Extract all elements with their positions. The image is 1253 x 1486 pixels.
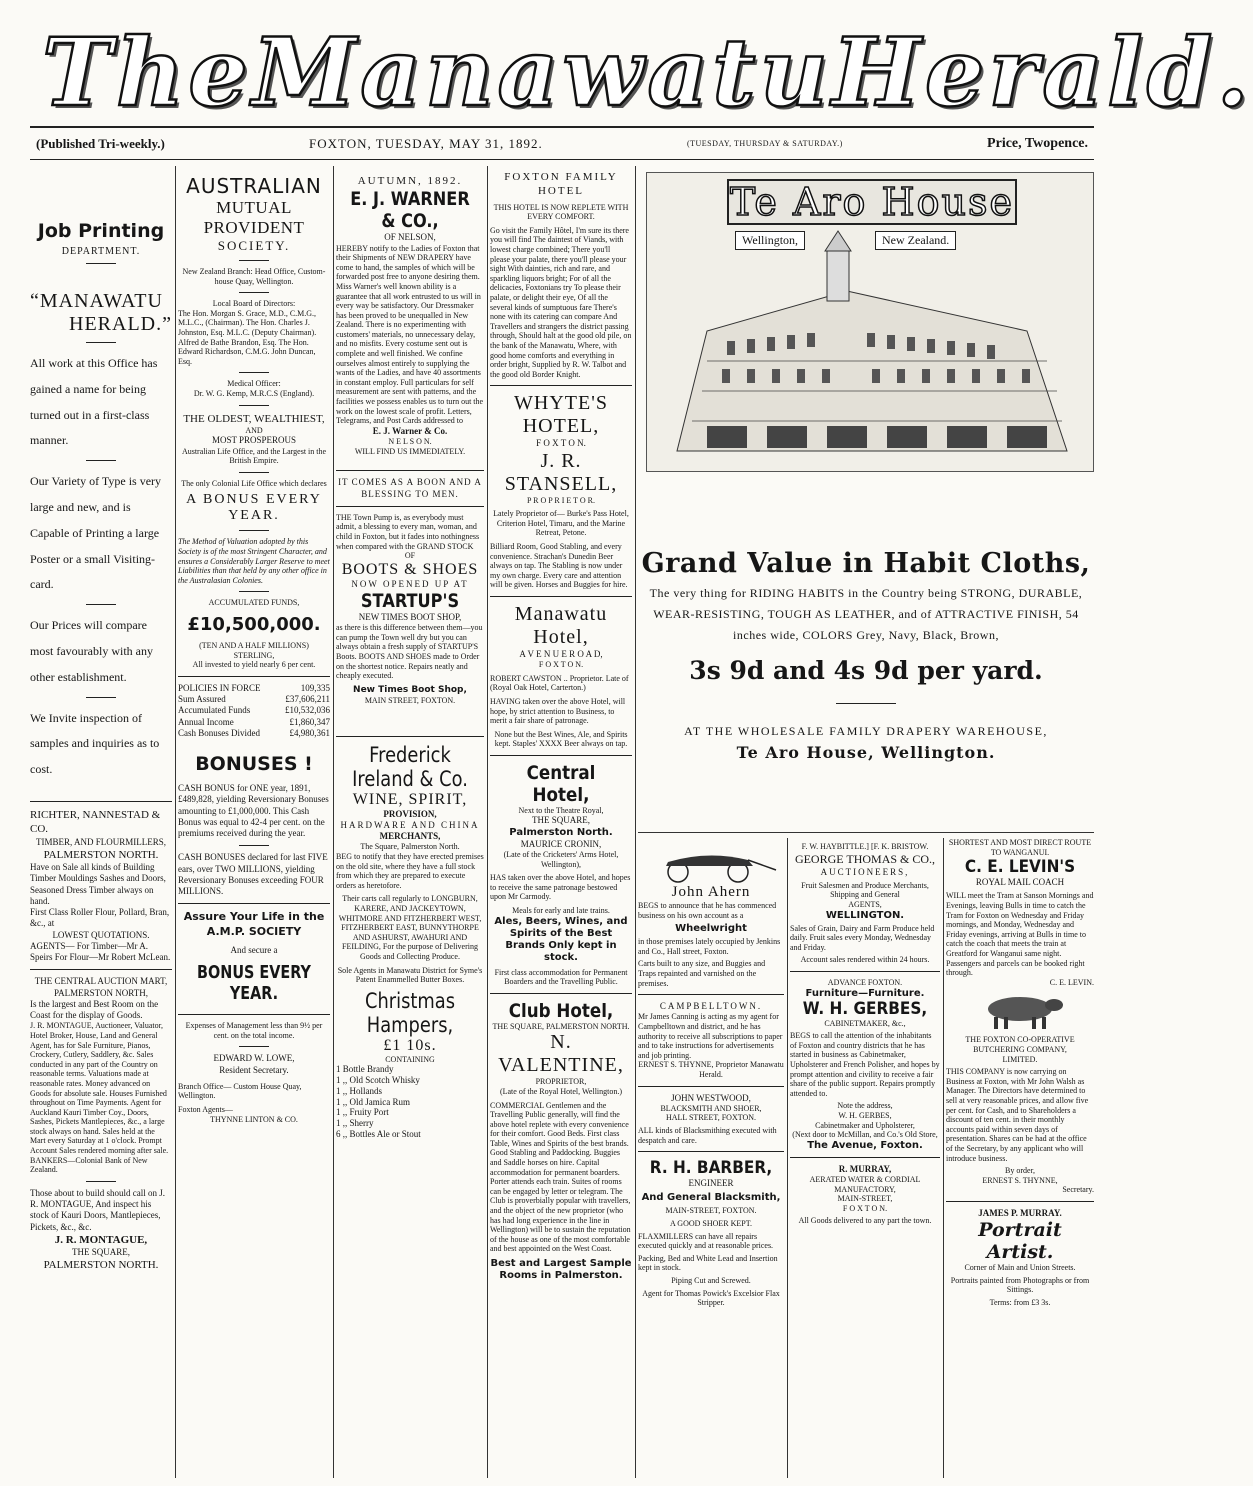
barber-blacksmith: And General Blacksmith, xyxy=(641,1192,781,1204)
montague-square: THE SQUARE, xyxy=(72,1247,130,1258)
amp-expenses: Expenses of Management less than 9½ per cent. on the total income. xyxy=(185,1021,323,1040)
barber-flax: FLAXMILLERS can have all repairs executed quickly and at reasonable prices. xyxy=(638,1231,774,1251)
ireland-heading: Frederick Ireland & Co. xyxy=(352,742,468,791)
amp-prosperous: MOST PROSPEROUS xyxy=(211,435,297,446)
stat-label: POLICIES IN FORCE xyxy=(178,682,261,693)
herald-quote-line2: HERALD.” xyxy=(69,313,172,335)
habit-te-aro: Te Aro House, Wellington. xyxy=(736,743,996,762)
gerbes-next: (Next door to McMillan, and Co.'s Old Store, xyxy=(792,1130,938,1140)
startup-boots: BOOTS & SHOES xyxy=(341,560,479,578)
amp-funds: £10,500,000. xyxy=(187,614,321,636)
column-rule xyxy=(333,166,334,1478)
column-rule xyxy=(175,166,176,1478)
montague-place: PALMERSTON NORTH. xyxy=(43,1259,159,1272)
manawatu-none: None but the Best Wines, Ale, and Spirits kept. Staples' XXXX Beer always on tap. xyxy=(494,729,628,749)
masthead xyxy=(30,8,1217,128)
ireland-square: The Square, Palmerston North. xyxy=(360,842,460,852)
amp-heading-australian: AUSTRALIAN xyxy=(186,174,322,198)
stat-row xyxy=(178,717,330,728)
department-label: DEPARTMENT. xyxy=(61,246,141,257)
habit-warehouse: AT THE WHOLESALE FAMILY DRAPERY WAREHOUSE, xyxy=(684,724,1048,738)
column-ahern-westwood-barber xyxy=(638,838,784,1308)
startup-shop: NEW TIMES BOOT SHOP, xyxy=(358,611,462,622)
amp-life: Australian Life Office, and the Largest in the British Empire. xyxy=(181,446,327,466)
amp-board: The Hon. Morgan S. Grace, M.D., C.M.G., M.L.C., (Chairman). The Hon. Charles J. Johnston, Esq. M.L.C. (Deputy Chairman). Alfred de Bathe Brandon, Esq. The Hon. Edward Richardson, C.M.G. John Duncan, Esq. xyxy=(178,308,317,366)
startup-shop-bold: New Times Boot Shop, xyxy=(353,684,467,695)
amp-thynne: THYNNE LINTON & CO. xyxy=(210,1114,298,1124)
stat-value: £1,860,347 xyxy=(289,716,330,727)
amp-oldest: THE OLDEST, WEALTHIEST, xyxy=(183,412,325,425)
dateline xyxy=(30,126,1094,160)
artist-corner: Corner of Main and Union Streets. xyxy=(964,1263,1076,1273)
amp-and: AND xyxy=(245,425,263,435)
startup-of: OF xyxy=(404,551,416,561)
manawatu-hotel-heading: Manawatu Hotel, xyxy=(514,602,608,648)
thomas-heading: GEORGE THOMAS & CO., xyxy=(794,851,936,866)
coop-text: THIS COMPANY is now carrying on Business at Foxton, with Mr John Walsh as Manager. The Directors have determined to sell at very reasonable prices, and allow five per cent. for Cash, and to Shareholders a discount of ten cent. in their monthly accounts paid within seven days of presentation. Shares can be had at the office of the Secretary, by any applicant who will introduce business. xyxy=(946,1067,1089,1163)
barber-shoer: A GOOD SHOER KEPT. xyxy=(669,1219,753,1229)
thomas-agents: AGENTS, xyxy=(848,900,882,910)
amp-acc-label: ACCUMULATED FUNDS, xyxy=(208,598,300,608)
amp-foxton-agents: Foxton Agents— xyxy=(178,1105,233,1115)
ireland-merch: MERCHANTS, xyxy=(379,831,441,842)
central-square: THE SQUARE, xyxy=(532,815,590,826)
gerbes-begs: BEGS to call the attention of the inhabitants of Foxton and country districts that he has started in business as Cabinetmaker, Upholsterer and French Polisher, and hopes by prompt attention and civility to receive a fair share of the public support. Repairs promptly attended to. xyxy=(790,1031,940,1098)
amp-cash-bonuses: CASH BONUSES declared for last FIVE ears, over TWO MILLIONS, yielding Reversionary Bonuses exceeding FOUR MILLIONS. xyxy=(178,852,328,897)
mart-build: Those about to build should call on J. R. MONTAGUE, And inspect his stock of Kauri Doors, Mantlepieces, Pickets, &c., &c. xyxy=(30,1187,165,1232)
startup-boon: IT COMES AS A BOON AND A BLESSING TO MEN. xyxy=(338,477,482,499)
amp-method: The Method of Valuation adopted by this Society is of the most Stringent Character, and ensures a Considerably Larger Reserve to meet Liabilities than that held by any other office in the Australasian Colonies. xyxy=(178,537,330,585)
artist-terms: Terms: from £3 3s. xyxy=(989,1297,1051,1307)
warner-address: E. J. Warner & Co. xyxy=(372,425,448,436)
thomas-sales: Sales of Grain, Dairy and Farm Produce held daily. Fruit sales every Monday, Wednesday and Friday. xyxy=(790,923,935,952)
amp-lowe: EDWARD W. LOWE, xyxy=(213,1053,295,1064)
te-aro-sign: Te Aro House xyxy=(727,179,1017,225)
column-amp-society xyxy=(178,166,330,1124)
xmas-heading: Christmas Hampers, xyxy=(364,988,455,1037)
montague-name: J. R. MONTAGUE, xyxy=(54,1233,148,1246)
list-item: 1 Bottle Brandy xyxy=(336,1064,394,1075)
coop-thynne: ERNEST S. THYNNE, xyxy=(982,1175,1058,1185)
title-word-manawatu: Manawatu xyxy=(252,18,832,128)
amp-secure: And secure a xyxy=(230,944,278,955)
campbelltown-text: Mr James Canning is acting as my agent for Campbelltown and district, and he has authority to receive all subscriptions to paper and to take instructions for advertisements and job printing. xyxy=(638,1012,783,1060)
warner-will: WILL FIND US IMMEDIATELY. xyxy=(354,446,466,456)
gerbes-cu: Cabinetmaker and Upholsterer, xyxy=(815,1120,915,1130)
job-paragraph: Our Prices will compare most favourably with any other establishment. xyxy=(30,618,153,684)
issue-price: Price, Twopence. xyxy=(987,135,1088,151)
central-first: First class accommodation for Permanent Boarders and the Travelling Public. xyxy=(494,967,628,987)
amp-only: The only Colonial Life Office which declares xyxy=(181,478,327,488)
mart-heading: THE CENTRAL AUCTION MART, PALMERSTON NORTH, xyxy=(34,976,168,998)
artist-portraits: Portraits painted from Photographs or from Sittings. xyxy=(950,1275,1090,1295)
amp-bonus-every-year: A BONUS EVERY YEAR. xyxy=(186,492,322,524)
club-best: Best and Largest Sample Rooms in Palmerston. xyxy=(490,1258,632,1281)
job-printing-heading: Job Printing xyxy=(37,220,165,242)
club-valentine: N. VALENTINE, xyxy=(498,1031,624,1077)
stat-label: Accumulated Funds xyxy=(178,705,251,716)
family-hotel-heading: FOXTON FAMILY HOTEL xyxy=(504,171,618,198)
ahern-wheelwright: Wheelwright xyxy=(675,923,747,935)
list-item: 6 ,, Bottles Ale or Stout xyxy=(336,1129,421,1140)
amp-board-heading: Local Board of Directors: xyxy=(212,299,296,309)
club-prop: PROPRIETOR, xyxy=(535,1077,587,1087)
coop-order: By order, xyxy=(1005,1166,1035,1176)
stat-value: £10,532,036 xyxy=(285,705,330,716)
te-aro-nz: New Zealand. xyxy=(875,231,956,250)
stat-value: 109,335 xyxy=(300,682,330,693)
startup-text2: as there is this difference between them—you can pump the Town well dry but you can always obtain a fresh supply of STARTUP'S Boots. BOOTS AND SHOES made to Order on the shortest notice. Repairs neatly and cheaply executed. xyxy=(336,623,483,681)
coop-butchering: BUTCHERING COMPANY, xyxy=(973,1044,1067,1054)
buggy-icon xyxy=(638,844,784,884)
murray-artist-name: JAMES P. MURRAY. xyxy=(978,1207,1062,1218)
campbelltown-heading: CAMPBELLTOWN. xyxy=(659,1001,763,1012)
column-rule xyxy=(787,838,788,1478)
amp-medical: Dr. W. G. Kemp, M.R.C.S (England). xyxy=(193,388,315,398)
ireland-sole: Sole Agents in Manawatu District for Syme's Patent Enammelled Butter Boxes. xyxy=(337,965,483,985)
startup-main: MAIN STREET, FOXTON. xyxy=(364,696,456,706)
murray-foxton: F O X T O N. xyxy=(842,1203,888,1213)
te-aro-house-illustration xyxy=(646,172,1094,472)
richter-text: First Class Roller Flour, Pollard, Bran, &c., at xyxy=(30,907,170,929)
warner-nelson: OF NELSON, xyxy=(384,232,436,243)
club-late: (Late of the Royal Hotel, Wellington.) xyxy=(499,1086,623,1096)
amp-medical-heading: Medical Officer: xyxy=(227,379,281,389)
levin-text: WILL meet the Tram at Sanson Mornings and Evenings, leaving Bulls in time to catch the Tram for Foxton on Wednesday and Friday mornings, and Monday, Wednesday and Friday evenings, arriving at Bulls in time to catch the coach that meets the train at Greatford for Wanganui same night. Passengers and parcels can be booked right through. xyxy=(946,891,1094,978)
whyte-foxton: F O X T O N. xyxy=(536,438,586,449)
whyte-prop: P R O P R I E T O R. xyxy=(526,495,595,505)
amp-cash-bonus: CASH BONUS for ONE year, 1891, £489,828, yielding Reversionary Bonuses amounting to £1,000,000. This Cash Bonus was equal to 42-4 per cent. on the premiums received during the year. xyxy=(178,783,329,839)
richter-heading: RICHTER, NANNESTAD & CO. xyxy=(30,808,161,836)
westwood-hall: HALL STREET, FOXTON. xyxy=(665,1113,757,1123)
warner-autumn: AUTUMN, 1892. xyxy=(357,175,463,187)
amp-heading-mutual: MUTUAL PROVIDENT xyxy=(203,198,305,237)
habit-text: The very thing for RIDING HABITS in the Country being STRONG, DURABLE, WEAR-RESISTING, TOUGH AS LEATHER, and of ATTRACTIVE FINISH, 54 inches wide, COLORS Grey, Navy, Black, Brown, xyxy=(649,586,1083,642)
list-item: 1 ,, Sherry xyxy=(336,1118,374,1129)
whyte-stansell: J. R. STANSELL, xyxy=(504,449,618,495)
startup-text: THE Town Pump is, as everybody must admit, a blessing to every man, woman, and child in Foxton, but it fades into nothingness when compared with the GRAND STOCK xyxy=(336,512,480,551)
gerbes-furniture: Furniture—Furniture. xyxy=(805,987,925,999)
column-levin-coop-murray xyxy=(946,838,1094,1308)
thomas-partners: F. W. HAYBITTLE.] [F. K. BRISTOW. xyxy=(801,842,929,851)
ahern-premises: in those premises lately occupied by Jenkins and Co., Hall street, Foxton. xyxy=(638,937,781,956)
stat-label: Cash Bonuses Divided xyxy=(178,727,260,738)
coop-heading: THE FOXTON CO-OPERATIVE xyxy=(965,1035,1075,1045)
central-late: (Late of the Cricketers' Arms Hotel, Wellington), xyxy=(503,849,619,869)
gerbes-cab: CABINETMAKER, &c., xyxy=(824,1018,906,1028)
club-hotel-heading: Club Hotel, xyxy=(508,999,614,1022)
club-text: COMMERCIAL Gentlemen and the Travelling Public generally, will find the above hotel replete with every convenience for their comfort. Good Beds. First class Table, Wines and Spirits of the best brands. Good Stabling and Paddocking. Buggies and Saddle horses on hire. Capital accommodation for permanent boarders. Porter attends each train. Suites of rooms can be engaged by letter or telegram. The Club is proverbially popular with travellers, and the object of the new proprietor (who has had long experience in the line in Wellington) will be to sustain the reputation of the house as one of the most comfortable and best appointed on the West Coast. xyxy=(490,1100,631,1254)
xmas-list xyxy=(336,1064,484,1140)
amp-sterling: STERLING, xyxy=(233,650,275,660)
coop-secretary: Secretary. xyxy=(1062,1185,1094,1195)
ahern-carts: Carts built to any size, and Buggies and Traps repainted and varnished on the premises. xyxy=(638,959,766,988)
central-has: HAS taken over the above Hotel, and hopes to receive the same patronage bestowed upon Mr Carmody. xyxy=(490,873,631,902)
campbelltown-thynne: ERNEST S. THYNNE, Proprietor Manawatu Herald. xyxy=(638,1060,784,1079)
thomas-auctioneers: AUCTIONEERS, xyxy=(820,866,910,877)
gerbes-heading: W. H. GERBES, xyxy=(802,998,928,1019)
amp-ten: (TEN AND A HALF MILLIONS) xyxy=(199,641,309,651)
richter-text: LOWEST QUOTATIONS. xyxy=(52,929,150,940)
cow-icon xyxy=(960,991,1080,1031)
column-hotels xyxy=(490,166,632,1282)
building-drawing xyxy=(647,251,1095,471)
central-hotel-heading: Central Hotel, xyxy=(526,761,596,806)
title-word-the: The xyxy=(42,18,253,128)
ahern-begs: BEGS to announce that he has commenced business on his own account as a xyxy=(638,901,777,920)
stat-row xyxy=(178,728,330,739)
column-rule xyxy=(635,166,636,1478)
manawatu-foxton: F O X T O N. xyxy=(538,660,584,670)
stat-row xyxy=(178,694,330,705)
manawatu-cawston: ROBERT CAWSTON .. Proprietor. Late of (Royal Oak Hotel, Carterton.) xyxy=(490,673,629,693)
central-cronin: MAURICE CRONIN, xyxy=(520,838,602,849)
richter-sub: TIMBER, AND FLOURMILLERS, xyxy=(35,836,166,847)
whyte-billiard: Billiard Room, Good Stabling, and every convenience. Strachan's Dunedin Beer always on tap. The Stabling is now under my own charge. Every care and attention will be given. Horses and Buggies for hire. xyxy=(490,541,628,590)
xmas-containing: CONTAINING xyxy=(385,1054,435,1064)
warner-text: HEREBY notify to the Ladies of Foxton that their Shipments of NEW DRAPERY have come to hand, the samples of which will be forwarded post free to anyone desiring them. Miss Warner's well known ability is a guarantee that all work entrusted to us will in every way be satisfactory. Our Dressmaker has been proved to be unequalled in New Zealand. There is no experimenting with customers' materials, no unnecessary delay, and no misfits. Every costume sent out is complete and well finished. We confine ourselves almost entirely to supplying the wants of the Ladies, and have 40 assortments in constant employ. Full particulars for self measurement are sent with patterns, and the facilities we possess enables us to turn out the work on the lowest scale of profit. Letters, Telegrams, and Post Cards addressed to xyxy=(336,243,484,426)
barber-heading: R. H. BARBER, xyxy=(649,1158,773,1179)
habit-heading: Grand Value in Habit Cloths, xyxy=(641,548,1091,579)
stat-value: £37,606,211 xyxy=(285,694,330,705)
levin-route: SHORTEST AND MOST DIRECT ROUTE TO WANGANUI. xyxy=(948,838,1092,857)
column-rule xyxy=(487,166,488,1478)
central-ales: Ales, Beers, Wines, and Spirits of the Best Brands Only kept in stock. xyxy=(494,915,628,963)
column-job-printing xyxy=(30,166,172,1273)
central-meals: Meals for early and late trains. xyxy=(512,905,610,915)
amp-bonus-every-year-large: BONUS EVERY YEAR. xyxy=(197,962,311,1005)
amp-resident: Resident Secretary. xyxy=(219,1064,289,1075)
publication-frequency: (Published Tri-weekly.) xyxy=(36,135,165,151)
section-divider xyxy=(638,832,1094,833)
amp-heading-society: SOCIETY. xyxy=(217,238,291,253)
murray-aerated: AERATED WATER & CORDIAL MANUFACTORY, xyxy=(809,1174,921,1194)
list-item: 1 ,, Old Scotch Whisky xyxy=(336,1075,420,1086)
amp-invested: All invested to yield nearly 6 per cent. xyxy=(192,660,316,670)
whyte-late: Lately Proprietor of— Burke's Pass Hotel, Criterion Hotel, Timaru, and the Marine Retreat, Petone. xyxy=(493,509,629,538)
family-hotel-poem: Go visit the Family Hôtel, I'm sure its there you will find The daintest of Viands, with lowest charge combined; There you'll please your palate, there you'll please your sight With dainties, rich and rare, and sparkling liquors bright; For of all the delicacies, Foxtonians try To please their palate, or delight their eye, Of all the several kinds of sumptuous fare There's none with its catering can compare And Travellers and strangers the district passing through, Should halt at the good old pile, on the bank of the Manawatu, Where, with good home comforts and everything in order bright, Supplied by R. W. Talbot and the good old Border Knight. xyxy=(490,225,632,379)
levin-sign: C. E. LEVIN. xyxy=(1049,977,1094,987)
westwood-all: ALL kinds of Blacksmithing executed with despatch and care. xyxy=(638,1126,777,1145)
manawatu-avenue: A V E N U E R O A D, xyxy=(519,648,603,659)
job-paragraph: All work at this Office has gained a name for being turned out in a first-class manner. xyxy=(30,356,158,448)
startup-name: STARTUP'S xyxy=(360,589,460,612)
barber-pipe: Piping Cut and Screwed. xyxy=(671,1276,751,1285)
warner-heading: E. J. WARNER & CO., xyxy=(350,188,470,233)
coop-limited: LIMITED. xyxy=(1002,1054,1038,1064)
warner-nel: N E L S O N. xyxy=(388,437,432,447)
habit-cloths-ad xyxy=(638,548,1094,762)
amp-office: Branch Office— Custom House Quay, Wellington. xyxy=(178,1081,302,1101)
job-paragraph: We Invite inspection of samples and inquiries as to cost. xyxy=(30,710,160,777)
mart-text: J. R. MONTAGUE, Auctioneer, Valuator, Hotel Broker, House, Land and General Agent, has for Sale Furniture, Pianos, Crockery, Cutlery, Saddlery, &c. Sales conducted in any part of the Country on reasonable terms. Valuations made at reasonable rates. Money advanced on Goods for absolute sale. Houses Furnished throughout on Time Payments. Agent for Auckland Kauri Timber Coy., Doors, Sashes, Pickets Mantlepieces, &c., a large stock always on hand. Sales held at the Mart every Saturday at 1 o'clock. Prompt Account Sales rendered morning after sale. BANKERS—Colonial Bank of New Zealand. xyxy=(30,1021,169,1175)
te-aro-wellington: Wellington, xyxy=(735,231,805,250)
murray-heading: R. MURRAY, xyxy=(838,1163,892,1174)
levin-royal: ROYAL MAIL COACH xyxy=(975,877,1065,888)
stat-value: £4,980,361 xyxy=(289,727,330,738)
column-warner-startup-ireland xyxy=(336,166,484,1140)
murray-goods: All Goods delivered to any part the town. xyxy=(798,1216,932,1226)
column-rule xyxy=(943,838,944,1478)
levin-heading: C. E. LEVIN'S xyxy=(964,857,1076,878)
publication-days: (TUESDAY, THURSDAY & SATURDAY.) xyxy=(686,139,843,148)
ireland-text: BEG to notify that they have erected premises on the old site, where they have a full stock from which they are prepared to execute orders as heretofore. xyxy=(336,851,484,890)
club-square: THE SQUARE, PALMERSTON NORTH. xyxy=(492,1021,630,1031)
thomas-acc: Account sales rendered within 24 hours. xyxy=(800,955,930,965)
central-place: Palmerston North. xyxy=(509,826,613,838)
newspaper-title xyxy=(30,8,1217,128)
thomas-wellington: WELLINGTON. xyxy=(825,909,905,921)
ireland-hard: HARDWARE AND CHINA xyxy=(340,819,480,830)
ireland-carts: Their carts call regularly to LONGBURN, KARERE, AND JACKEYTOWN, WHITMORE AND FITZHERBERT WEST, FITZHERBERT EAST, BUNNYTHORPE AND ASHURST, AWAHURI AND FEILDING, For the purpose of Delivering Goods and Collecting Produce. xyxy=(338,894,482,961)
richter-place: PALMERSTON NORTH. xyxy=(43,848,159,861)
xmas-price: £1 10s. xyxy=(383,1036,437,1054)
herald-quote-line1: “MANAWATU xyxy=(30,290,163,312)
list-item: 1 ,, Fruity Port xyxy=(336,1107,389,1118)
amp-branch: New Zealand Branch: Head Office, Custom-house Quay, Wellington. xyxy=(182,267,326,286)
habit-price: 3s 9d and 4s 9d per yard. xyxy=(689,656,1043,685)
column-thomas-gerbes-murray xyxy=(790,838,940,1226)
stat-row xyxy=(178,683,330,694)
family-hotel-rep: THIS HOTEL IS NOW REPLETE WITH EVERY COMFORT. xyxy=(493,202,629,222)
portrait-artist-heading: Portrait Artist. xyxy=(978,1219,1062,1264)
stat-label: Annual Income xyxy=(178,716,234,727)
list-item: 1 ,, Hollands xyxy=(336,1085,382,1096)
stat-row xyxy=(178,705,330,716)
mart-sub: Is the largest and Best Room on the Coast for the display of Goods. xyxy=(30,998,159,1021)
murray-main: MAIN-STREET, xyxy=(837,1194,893,1204)
ahern-heading: John Ahern xyxy=(671,884,751,900)
amp-assure: Assure Your Life in the A.M.P. SOCIETY xyxy=(183,910,325,938)
barber-engineer: ENGINEER xyxy=(688,1178,734,1189)
gerbes-advance: ADVANCE FOXTON. xyxy=(827,978,903,987)
barber-main: MAIN-STREET, FOXTON. xyxy=(665,1206,757,1216)
richter-agents: AGENTS— For Timber—Mr A. Speirs For Flour—Mr Robert McLean. xyxy=(30,940,171,963)
richter-text: Seasoned Dress Timber always on hand. xyxy=(30,884,154,906)
gerbes-name2: W. H. GERBES, xyxy=(838,1110,892,1120)
issue-date: FOXTON, TUESDAY, MAY 31, 1892. xyxy=(309,135,543,151)
startup-now: NOW OPENED UP AT xyxy=(351,578,469,589)
thomas-fruit: Fruit Salesmen and Produce Merchants, Shipping and General xyxy=(801,880,929,900)
ireland-prov: PROVISION, xyxy=(383,808,437,819)
list-item: 1 ,, Old Jamica Rum xyxy=(336,1096,410,1107)
whyte-heading: WHYTE'S HOTEL, xyxy=(514,392,608,438)
stat-label: Sum Assured xyxy=(178,694,226,705)
westwood-trade: BLACKSMITH AND SHOER, xyxy=(660,1103,762,1113)
title-word-herald: Herald . xyxy=(832,26,1253,120)
westwood-heading: JOHN WESTWOOD, xyxy=(671,1092,751,1103)
central-next: Next to the Theatre Royal, xyxy=(518,805,604,815)
barber-pack: Packing, Bed and White Lead and Insertion kept in stock. xyxy=(638,1253,778,1273)
ireland-wine: WINE, SPIRIT, xyxy=(352,790,468,808)
gerbes-note: Note the address, xyxy=(837,1101,893,1111)
richter-text: Have on Sale all kinds of Building Timber Mouldings Sashes and Doors, xyxy=(30,862,166,884)
job-paragraph: Our Variety of Type is very large and new, and is Capable of Printing a large Poster or a small Visiting-card. xyxy=(30,474,162,592)
manawatu-having: HAVING taken over the above Hotel, will hope, by strict attention to Business, to merit a fair share of patronage. xyxy=(490,696,626,726)
gerbes-avenue: The Avenue, Foxton. xyxy=(807,1139,923,1151)
amp-bonuses: BONUSES ! xyxy=(195,753,313,776)
barber-agent: Agent for Thomas Powick's Excelsior Flax Stripper. xyxy=(642,1288,780,1308)
